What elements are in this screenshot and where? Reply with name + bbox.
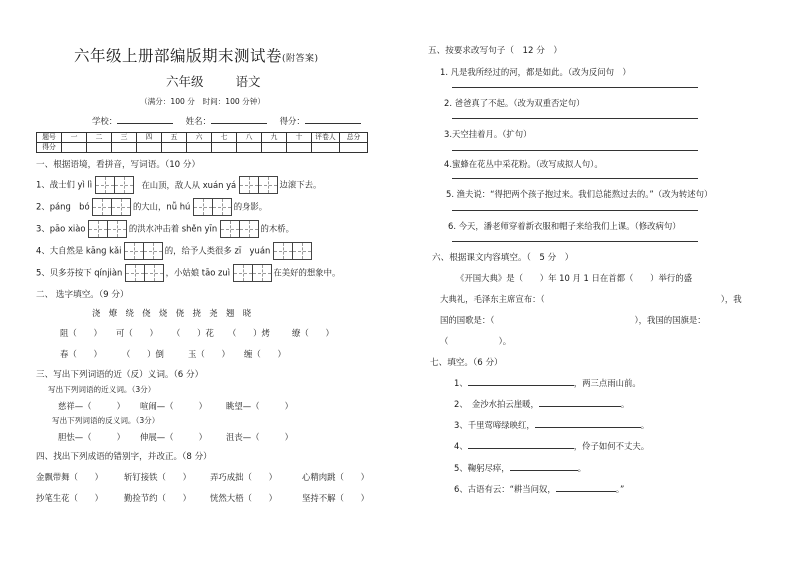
score-input-cell[interactable] (212, 143, 237, 153)
idiom-item[interactable]: 抄笔生花（ ） (36, 493, 103, 503)
score-cell: 三 (112, 133, 137, 143)
score-input-cell[interactable] (262, 143, 287, 153)
idiom-item[interactable]: 金飘带舞（ ） (36, 472, 103, 482)
score-cell: 十 (287, 133, 312, 143)
section6-heading: 六、根据课文内容填空。（ 5 分 ） (432, 253, 574, 263)
pinyin-grid[interactable] (193, 198, 231, 216)
section2-char-bank: 浇 燎 绕 侥 烧 侥 挠 尧 翘 晓 (92, 308, 252, 318)
exam-title-note: (附答案) (282, 54, 319, 64)
line-text: 的大山，nǚ hú (132, 201, 191, 212)
score-input-cell[interactable] (62, 143, 87, 153)
student-info (92, 115, 361, 127)
rewrite-item-4: 4.蜜蜂在花丛中采花粉。（改写成拟人句）。 (444, 159, 603, 169)
poem-pre: 6、古语有云：“耕当问奴， (454, 484, 556, 494)
exam-meta: （满分：100 分 时间：100 分钟） (140, 97, 265, 106)
score-table (36, 132, 368, 153)
poem-post: ，两三点雨山前。 (573, 378, 641, 388)
section3-sub-synonym: 写出下列词语的近义词。（3分） (48, 385, 156, 394)
line-text: 1、战士们 yì lì (36, 179, 93, 190)
pinyin-grid[interactable] (95, 176, 133, 194)
line-text: 边滚下去。 (279, 179, 322, 190)
poem-item-1 (454, 377, 641, 389)
poem-pre: 3、千里莺啼绿映红， (454, 420, 535, 430)
poem-item-4 (454, 440, 649, 452)
score-cell: 评卷人 (312, 133, 340, 143)
poem-pre: 5、鞠躬尽瘁， (454, 463, 510, 473)
section6-line-3 (440, 314, 706, 326)
section1-line-1 (36, 176, 321, 194)
fill-item[interactable]: 缠（ ） (244, 349, 286, 359)
grade-label: 六年级 (166, 74, 204, 89)
pinyin-grid[interactable] (239, 176, 277, 194)
score-field[interactable] (305, 115, 361, 124)
fill-item[interactable]: 伸展—（ ） (140, 432, 207, 442)
poem-pre: 4、 (454, 441, 468, 451)
poem-post: 。 (620, 399, 630, 409)
poem-blank[interactable] (535, 419, 641, 428)
line-text: 在美好的想象中。 (273, 267, 341, 278)
idiom-item[interactable]: 恍然大梧（ ） (210, 493, 277, 503)
fill-item[interactable]: 春（ ） (60, 349, 102, 359)
score-cell: 题号 (37, 133, 62, 143)
score-cell: 一 (62, 133, 87, 143)
score-cell: 总分 (340, 133, 368, 143)
school-label: 学校： (92, 116, 118, 126)
score-cell: 六 (187, 133, 212, 143)
score-cell: 得分 (37, 143, 62, 153)
idiom-item[interactable]: 斩钉接铁（ ） (124, 472, 191, 482)
section3-heading: 三、写出下列词语的近（反）义词。（6 分） (36, 370, 204, 380)
rewrite-item-6: 6. 今天，潘老师穿着新衣服和帽子来给我们上课。（修改病句） (448, 221, 681, 231)
score-cell: 八 (237, 133, 262, 143)
line-text: 3、pāo xiào (36, 223, 86, 234)
section3-row-1 (58, 400, 293, 412)
fill-item[interactable]: 慈祥—（ ） (58, 401, 125, 411)
section7-heading: 七、填空。（6 分） (430, 358, 503, 368)
fill-item[interactable]: 眺望—（ ） (226, 401, 293, 411)
line-text: 在山顶，敌人从 xuán yá (141, 179, 237, 190)
poem-post: 。 (640, 420, 650, 430)
fill-item[interactable]: （ ）花 (172, 328, 214, 338)
score-input-cell[interactable] (340, 143, 368, 153)
section4-heading: 四、找出下列成语的错别字，并改正。（8 分） (36, 452, 212, 462)
name-label: 姓名： (185, 116, 211, 126)
rewrite-item-5: 5. 渔夫说：“得把两个孩子抱过来。我们总能熬过去的。”（改为转述句） (446, 189, 713, 199)
pinyin-grid[interactable] (124, 242, 162, 260)
section1-line-4 (36, 242, 311, 260)
exam-subtitle (166, 72, 293, 90)
score-cell: 九 (262, 133, 287, 143)
line-text: ），我 (720, 294, 742, 304)
poem-item-5 (454, 462, 586, 474)
rewrite-item-1: 1. 凡是我所经过的河，都是如此。（改为反问句 ） (440, 67, 631, 77)
poem-pre: 2、 金沙水拍云崖暖， (454, 399, 539, 409)
line-text: 大典礼，毛泽东主席宣布：（ (440, 294, 545, 304)
score-input-cell[interactable] (187, 143, 212, 153)
fill-item[interactable]: 可（ ） (116, 328, 158, 338)
rewrite-item-3: 3.天空挂着月。（扩句） (444, 129, 532, 139)
score-input-cell[interactable] (312, 143, 340, 153)
section1-line-5 (36, 264, 340, 282)
line-text: 的身影。 (233, 201, 268, 212)
poem-blank[interactable] (510, 462, 578, 471)
section4-row-1 (36, 471, 369, 483)
poem-post: ，伶子如何不丈夫。 (573, 441, 650, 451)
poem-post: 。 (577, 463, 586, 473)
section4-row-2 (36, 492, 369, 504)
fill-item[interactable]: 玉（ ） (188, 349, 230, 359)
answer-line[interactable] (452, 87, 698, 88)
idiom-item[interactable]: 心精肉跳（ ） (302, 472, 369, 482)
line-text: 5、贝多芬按下 qínjiàn (36, 267, 123, 278)
exam-title-text: 六年级上册部编版期末测试卷 (74, 47, 283, 65)
line-text: 2、pánɡ bó (36, 201, 90, 212)
section2-row-1 (60, 327, 334, 339)
poem-pre: 1、 (454, 378, 468, 388)
score-cell: 二 (87, 133, 112, 143)
section6-line-2 (440, 293, 742, 305)
name-field[interactable] (211, 115, 267, 124)
answer-line[interactable] (452, 118, 698, 119)
line-text: 的，给予人类很多 zī yuán (164, 245, 271, 256)
score-input-cell[interactable] (137, 143, 162, 153)
fill-item[interactable]: 阻（ ） (60, 328, 102, 338)
section3-row-2 (58, 431, 293, 443)
pinyin-grid[interactable] (273, 242, 311, 260)
score-input-cell[interactable] (112, 143, 137, 153)
score-input-cell[interactable] (87, 143, 112, 153)
poem-blank[interactable] (556, 483, 616, 492)
score-table-header-row (37, 133, 368, 143)
fill-item[interactable]: 沮丧—（ ） (226, 432, 293, 442)
fill-item[interactable]: 喧闹—（ ） (140, 401, 207, 411)
section3-sub-antonym: 写出下列词语的反义词。（3分） (52, 416, 160, 425)
section5-heading: 五、按要求改写句子（ 12 分 ） (428, 46, 562, 56)
line-text: 4、大自然是 kānɡ kǎi (36, 245, 122, 256)
score-label: 得分： (279, 116, 305, 126)
section6-line-4: （ ）。 (440, 336, 512, 346)
line-text: 的洪水冲击着 shěn yīn (128, 223, 218, 234)
section1-line-2 (36, 198, 267, 216)
line-text: 国的国歌是：（ (440, 315, 495, 325)
score-table-value-row (37, 143, 368, 153)
poem-item-6 (454, 483, 624, 495)
poem-item-3 (454, 419, 649, 431)
score-input-cell[interactable] (287, 143, 312, 153)
score-cell: 七 (212, 133, 237, 143)
school-field[interactable] (117, 115, 173, 124)
answer-line[interactable] (452, 178, 698, 179)
poem-blank[interactable] (539, 398, 621, 407)
section1-heading: 一、根据语境，看拼音，写词语。（10 分） (36, 160, 201, 170)
pinyin-grid[interactable] (233, 264, 271, 282)
subject-label: 语文 (235, 74, 261, 89)
score-cell: 五 (162, 133, 187, 143)
pinyin-grid[interactable] (88, 220, 126, 238)
section2-row-2 (60, 348, 286, 360)
line-text: ，小姑娘 tāo zuì (165, 267, 231, 278)
idiom-item[interactable]: 坚持不解（ ） (302, 493, 369, 503)
idiom-item[interactable]: 勤捡节约（ ） (124, 493, 191, 503)
answer-line[interactable] (452, 241, 698, 242)
line-text: 的木桥。 (260, 223, 294, 234)
section2-heading: 二、 选字填空。（9 分） (36, 290, 129, 300)
poem-blank[interactable] (468, 377, 574, 386)
section1-line-3 (36, 220, 294, 238)
pinyin-grid[interactable] (220, 220, 258, 238)
score-input-cell[interactable] (237, 143, 262, 153)
score-cell: 四 (137, 133, 162, 143)
rewrite-item-2: 2. 爸爸真了不起。（改为双重否定句） (444, 98, 585, 108)
pinyin-grid[interactable] (125, 264, 163, 282)
fill-item[interactable]: （ ）烤 (228, 328, 270, 338)
fill-item[interactable]: 胆怯—（ ） (58, 432, 125, 442)
idiom-item[interactable]: 弄巧成拙（ ） (210, 472, 277, 482)
poem-post: 。” (615, 484, 625, 494)
section6-line-1: 《开国大典》是（ ）年 10 月 1 日在首都（ ）举行的盛 (456, 273, 693, 283)
fill-item[interactable]: 缭（ ） (292, 328, 334, 338)
poem-item-2 (454, 398, 629, 410)
pinyin-grid[interactable] (92, 198, 130, 216)
exam-title (74, 44, 319, 66)
answer-line[interactable] (452, 150, 698, 151)
poem-blank[interactable] (468, 440, 574, 449)
answer-line[interactable] (452, 210, 698, 211)
score-input-cell[interactable] (162, 143, 187, 153)
fill-item[interactable]: （ ）倒 (122, 349, 164, 359)
line-text: ），我国的国旗是： (634, 315, 706, 325)
